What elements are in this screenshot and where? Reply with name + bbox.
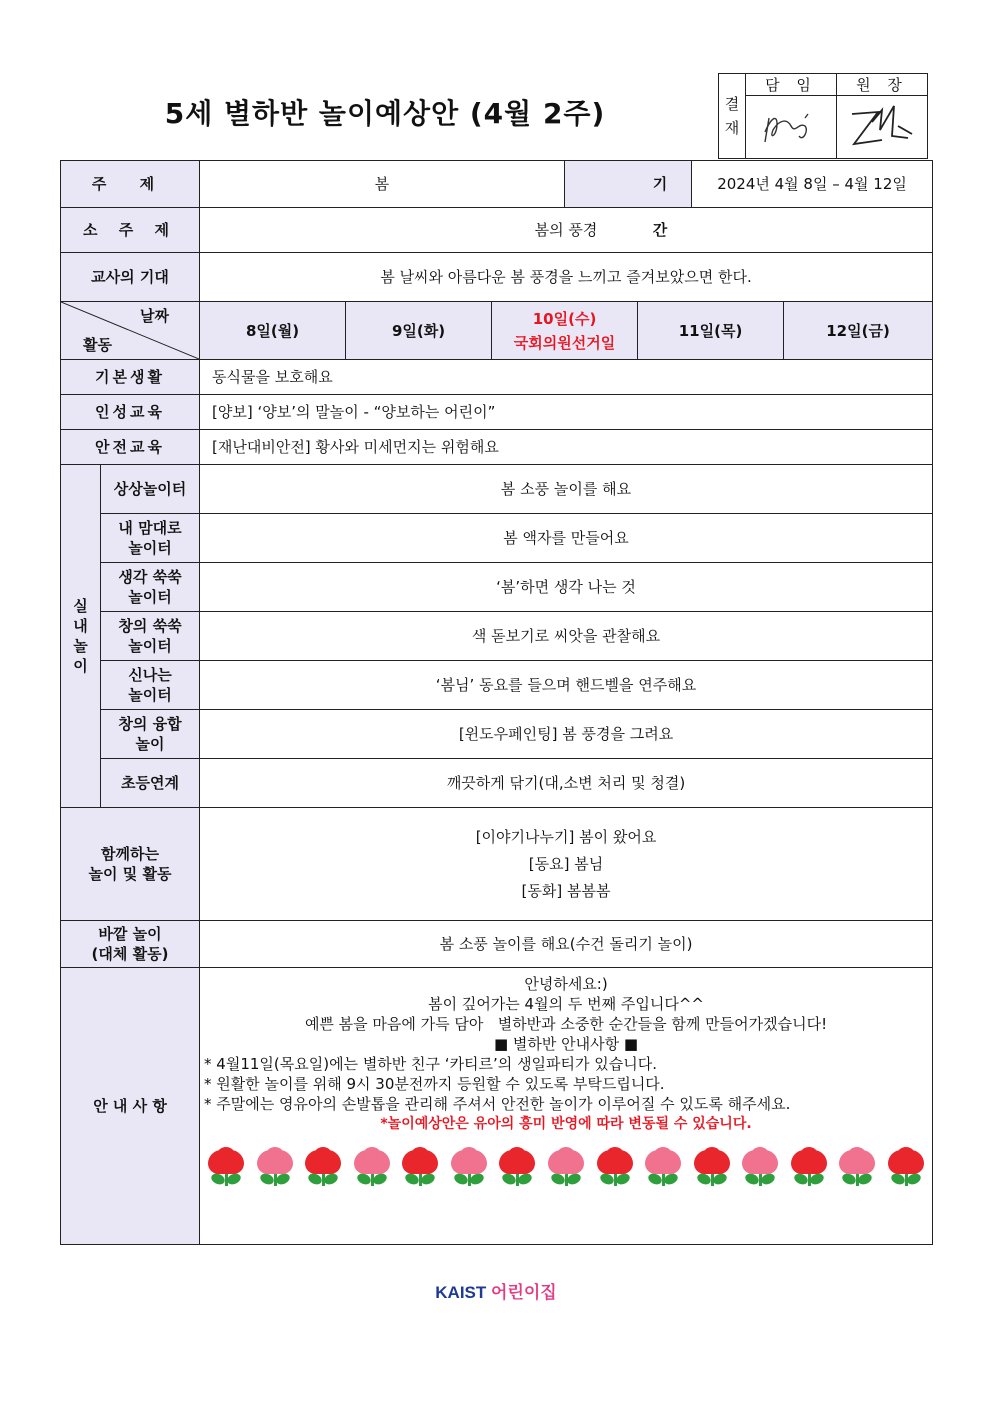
indoor-activity-2: 봄 액자를 만들어요 (200, 514, 933, 563)
holiday-label: 국회의원선거일 (513, 333, 616, 352)
indoor-area-3: 생각 쑥쑥 놀이터 (101, 563, 200, 612)
indoor-play-label: 실 내 놀 이 (61, 465, 101, 808)
together-item-1: [이야기나누기] 봄이 왔어요 (475, 827, 657, 846)
logo-suffix: 어린이집 (491, 1283, 557, 1302)
tulip-icon (740, 1150, 780, 1188)
notice-bullet-1: * 4월11일(목요일)에는 별하반 친구 ‘카티르’의 생일파티가 있습니다. (204, 1055, 658, 1073)
indoor-area-6: 창의 융합 놀이 (101, 710, 200, 759)
page-title: 5세 별하반 놀이예상안 (4월 2주) (164, 97, 606, 130)
character-edu-value: [양보] ‘양보’의 말놀이 - “양보하는 어린이” (200, 395, 933, 430)
tulip-icon (546, 1150, 586, 1188)
day-fri: 12일(금) (784, 302, 933, 360)
day-wed-date: 10일(수) (532, 309, 597, 328)
notice-line-1: 봄이 깊어가는 4월의 두 번째 주입니다^^ (428, 995, 704, 1013)
tulip-icon (449, 1150, 489, 1188)
approval-label-bottom: 재 (724, 119, 740, 137)
tulip-icon (886, 1150, 926, 1188)
safety-edu-label: 안전교육 (61, 430, 200, 465)
notice-label: 안 내 사 항 (61, 968, 200, 1245)
tulip-icon (206, 1150, 246, 1188)
date-label: 날짜 (140, 307, 170, 325)
period-label-text: 기 간 (637, 161, 691, 207)
tulip-border (200, 1150, 932, 1192)
teacher-signature (746, 96, 837, 159)
notice-bullet-3: * 주말에는 영유아의 손발톱을 관리해 주셔서 안전한 놀이가 이루어질 수 있도록 해주세요. (204, 1095, 791, 1113)
together-item-3: [동화] 봄봄봄 (521, 881, 611, 900)
period-row (638, 161, 933, 239)
indoor-area-7: 초등연계 (101, 759, 200, 808)
expectation-label: 교사의 기대 (61, 253, 200, 302)
safety-edu-value: [재난대비안전] 황사와 미세먼지는 위험해요 (200, 430, 933, 465)
subtheme-value: 봄의 풍경 (200, 208, 933, 253)
tulip-icon (789, 1150, 829, 1188)
indoor-activity-7: 깨끗하게 닦기(대,소변 처리 및 청결) (200, 759, 933, 808)
notice-warning: *놀이예상안은 유아의 흥미 반영에 따라 변동될 수 있습니다. (380, 1116, 752, 1132)
kaist-kindergarten-logo (0, 1278, 992, 1303)
character-edu-label: 인성교육 (61, 395, 200, 430)
notice-greeting: 안녕하세요:) (524, 975, 608, 993)
indoor-area-4: 창의 쑥쑥 놀이터 (101, 612, 200, 661)
tulip-icon (400, 1150, 440, 1188)
indoor-area-2: 내 맘대로 놀이터 (101, 514, 200, 563)
tulip-icon (595, 1150, 635, 1188)
approval-director-header: 원 장 (837, 74, 928, 96)
activity-label: 활동 (83, 336, 112, 354)
indoor-activity-1: 봄 소풍 놀이를 해요 (200, 465, 933, 514)
subtheme-label: 소 주 제 (61, 208, 200, 253)
logo-prefix: KAIST (435, 1283, 487, 1302)
notice-section-title: ■ 별하반 안내사항 ■ (493, 1035, 639, 1053)
basic-life-value: 동식물을 보호해요 (200, 360, 933, 395)
outdoor-label: 바깥 놀이 (대체 활동) (61, 921, 200, 968)
director-signature (837, 96, 928, 159)
tulip-icon (497, 1150, 537, 1188)
approval-teacher-header: 담 임 (746, 74, 837, 96)
basic-life-label: 기본생활 (61, 360, 200, 395)
date-activity-header (61, 302, 200, 360)
plan-table (60, 160, 933, 1245)
tulip-icon (837, 1150, 877, 1188)
indoor-area-1: 상상놀이터 (101, 465, 200, 514)
approval-label (719, 74, 746, 159)
theme-label: 주 제 (61, 161, 200, 208)
indoor-activity-3: ‘봄’하면 생각 나는 것 (200, 563, 933, 612)
indoor-activity-5: ‘봄님’ 동요를 들으며 핸드벨을 연주해요 (200, 661, 933, 710)
day-thu: 11일(목) (638, 302, 784, 360)
tulip-icon (255, 1150, 295, 1188)
theme-value: 봄 (200, 161, 565, 208)
period-label (565, 161, 638, 208)
notice-bullet-2: * 원활한 놀이를 위해 9시 30분전까지 등원할 수 있도록 부탁드립니다. (204, 1075, 665, 1093)
tulip-icon (643, 1150, 683, 1188)
day-tue: 9일(화) (346, 302, 492, 360)
indoor-area-5: 신나는 놀이터 (101, 661, 200, 710)
tulip-icon (352, 1150, 392, 1188)
approval-box (718, 73, 928, 159)
notice-line-2: 예쁜 봄을 마음에 가득 담아 별하반과 소중한 순간들을 함께 만들어가겠습니다! (304, 1015, 828, 1033)
tulip-icon (303, 1150, 343, 1188)
indoor-activity-4: 색 돋보기로 씨앗을 관찰해요 (200, 612, 933, 661)
outdoor-value: 봄 소풍 놀이를 해요(수건 돌리기 놀이) (200, 921, 933, 968)
together-activities (200, 808, 933, 921)
period-value: 2024년 4월 8일 – 4월 12일 (691, 161, 932, 207)
tulip-icon (692, 1150, 732, 1188)
together-label: 함께하는 놀이 및 활동 (61, 808, 200, 921)
notice-content (200, 968, 933, 1245)
together-item-2: [동요] 봄님 (528, 854, 604, 873)
day-wed (492, 302, 638, 360)
day-mon: 8일(월) (200, 302, 346, 360)
expectation-value: 봄 날씨와 아름다운 봄 풍경을 느끼고 즐겨보았으면 한다. (200, 253, 933, 302)
indoor-activity-6: [윈도우페인팅] 봄 풍경을 그려요 (200, 710, 933, 759)
approval-label-top: 결 (724, 95, 740, 113)
